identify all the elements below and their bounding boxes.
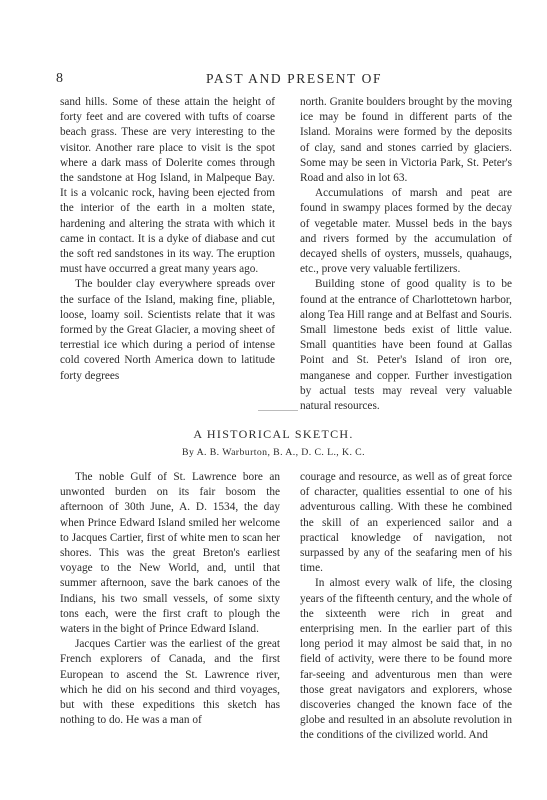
paragraph: The boulder clay everywhere spreads over the surface of the Island, making fine, pliable, loose, loamy soil. Scientists relate that it was formed by the Great Glacier, a moving sheet of terrestial ice which during a period of intense cold covered North America down to latitude forty degrees bbox=[60, 278, 275, 382]
paragraph: Accumulations of marsh and peat are found in swampy places formed by the decay of vegetable mater. Mussel beds in the bays and rivers formed by the accumulation of decayed shells of oysters, mussels, quahaugs, etc., prove very valuable fertilizers. bbox=[300, 187, 512, 276]
page-header bbox=[56, 71, 516, 87]
paragraph: sand hills. Some of these attain the height of forty feet and are covered with tufts of coarse beach grass. These are very interesting to the visitor. Another rare place to visit is the spot where a dark mass of Dolerite comes through the sandstone at Hog Island, in Malpeque Bay. It is a volcanic rock, having been ejected from the interior of the earth in a molten state, hardening and altering the strata with which it came in contact. It is a dyke of diabase and cut the soft red sandstones in its way. The eruption must have occurred a great many years ago. bbox=[60, 96, 275, 276]
section-title: A HISTORICAL SKETCH. bbox=[193, 427, 354, 441]
running-title: PAST AND PRESENT OF bbox=[206, 71, 383, 86]
paragraph: The noble Gulf of St. Lawrence bore an unwonted burden on its fair bosom the afternoon of 30th June, A. D. 1534, the day when Prince Edward Island smiled her welcome to Jacques Cartier, first of white men to scan her shores. This was the great Breton's earliest voyage to the New World, and, until that summer afternoon, save the bark canoes of the Indians, his two small vessels, of some sixty tons each, were the first craft to plough the waters in the bight of Prince Edward Island. bbox=[60, 471, 280, 636]
paragraph: courage and resource, as well as of great force of character, qualities essential to one of his adventurous calling. With these he combined the skill of an experienced sailor and a practical knowledge of navigation, not surpassed by any of the seafaring men of his time. bbox=[300, 471, 512, 575]
bottom-left-column bbox=[60, 470, 280, 728]
bottom-right-column bbox=[300, 470, 512, 744]
top-right-column bbox=[300, 95, 512, 414]
section-divider bbox=[258, 410, 298, 411]
page-number: 8 bbox=[56, 71, 63, 86]
author-byline: By A. B. Warburton, B. A., D. C. L., K. C. bbox=[182, 447, 365, 458]
paragraph: Jacques Cartier was the earliest of the great French explorers of Canada, and the first European to ascend the St. Lawrence river, which he did on his second and third voyages, but with these expeditions this sketch has nothing to do. He was a man of bbox=[60, 638, 280, 727]
paragraph: Building stone of good quality is to be found at the entrance of Charlottetown harbor, along Tea Hill range and at Belfast and Souris. Small limestone beds exist of little value. Small quantities have been found at Gallas Point and St. Peter's Island of iron ore, manganese and copper. Further investigation by actual tests may reveal very valuable natural resources. bbox=[300, 278, 512, 413]
paragraph: north. Granite boulders brought by the moving ice may be found in different parts of the Island. Morains were formed by the deposits of clay, sand and stones carried by glaciers. Some may be seen in Victoria Park, St. Peter's Road and also in lot 63. bbox=[300, 96, 512, 185]
paragraph: In almost every walk of life, the closing years of the fifteenth century, and the whole of the sixteenth were rich in great and enterprising men. In the earlier part of this long period it may almost be said that, in no field of activity, were there to be found more far-seeing and adventurous men than were those great navigators and explorers, whose discoveries changed the known face of the globe and resulted in an absolute revolution in the conditions of the civilized world. And bbox=[300, 577, 512, 742]
top-left-column bbox=[60, 95, 275, 384]
